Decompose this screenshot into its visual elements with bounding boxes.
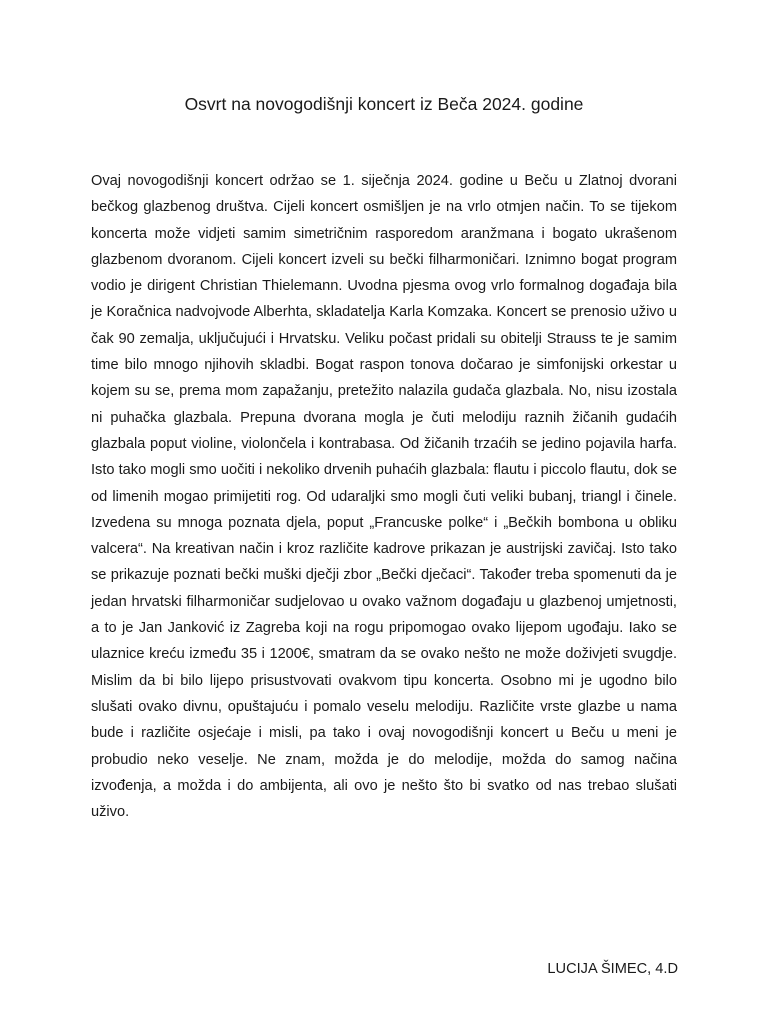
- document-title: Osvrt na novogodišnji koncert iz Beča 2024. godine: [184, 94, 584, 114]
- document-body: Ovaj novogodišnji koncert održao se 1. siječnja 2024. godine u Beču u Zlatnoj dvorani bečkog glazbenog društva. Cijeli koncert osmišljen je na vrlo otmjen način. To se tijekom koncerta može vidjeti samim simetričnim rasporedom aranžmana i bogato ukrašenom glazbenom dvoranom. Cijeli koncert izveli su bečki filharmoničari. Iznimno bogat program vodio je dirigent Christian Thielemann. Uvodna pjesma ovog vrlo formalnog događaja bila je Koračnica nadvojvode Alberhta, skladatelja Karla Komzaka. Koncert se prenosio uživo u čak 90 zemalja, uključujući i Hrvatsku. Veliku počast pridali su obitelji Strauss te je samim time bilo mnogo njihovih skladbi. Bogat raspon tonova dočarao je simfonijski orkestar u kojem su se, prema mom zapažanju, pretežito nalazila gudača glazbala. No, nisu izostala ni puhačka glazbala. Prepuna dvorana mogla je čuti melodiju raznih žičanih gudaćih glazbala poput violine, violončela i kontrabasa. Od žičanih trzaćih se jedino pojavila harfa. Isto tako mogli smo uočiti i nekoliko drvenih puhaćih glazbala: flautu i piccolo flautu, dok se od limenih mogao primijetiti rog. Od udaraljki smo mogli čuti veliki bubanj, triangl i činele. Izvedena su mnoga poznata djela, poput „Francuske polke“ i „Bečkih bombona u obliku valcera“. Na kreativan način i kroz različite kadrove prikazan je austrijski zavičaj. Isto tako se prikazuje poznati bečki muški dječji zbor „Bečki dječaci“. Također treba spomenuti da je jedan hrvatski filharmoničar sudjelovao u ovako važnom događaju u glazbenoj umjetnosti, a to je Jan Janković iz Zagreba koji na rogu pripomogao ovako lijepom ugođaju. Iako se ulaznice kreću između 35 i 1200€, smatram da se ovako nešto ne može doživjeti svugdje. Mislim da bi bilo lijepo prisustvovati ovakvom tipu koncerta. Osobno mi je ugodno bilo slušati ovako divnu, opuštajuću i pomalo veselu melodiju. Različite vrste glazbe u nama bude i različite osjećaje i misli, pa tako i ovaj novogodišnji koncert u Beču u meni je probudio neko veselje. Ne znam, možda je do melodije, možda do samog načina izvođenja, a možda i do ambijenta, ali ovo je nešto što bi svatko od nas trebao slušati uživo.: [91, 173, 677, 821]
- author-signature: LUCIJA ŠIMEC, 4.D: [547, 961, 678, 977]
